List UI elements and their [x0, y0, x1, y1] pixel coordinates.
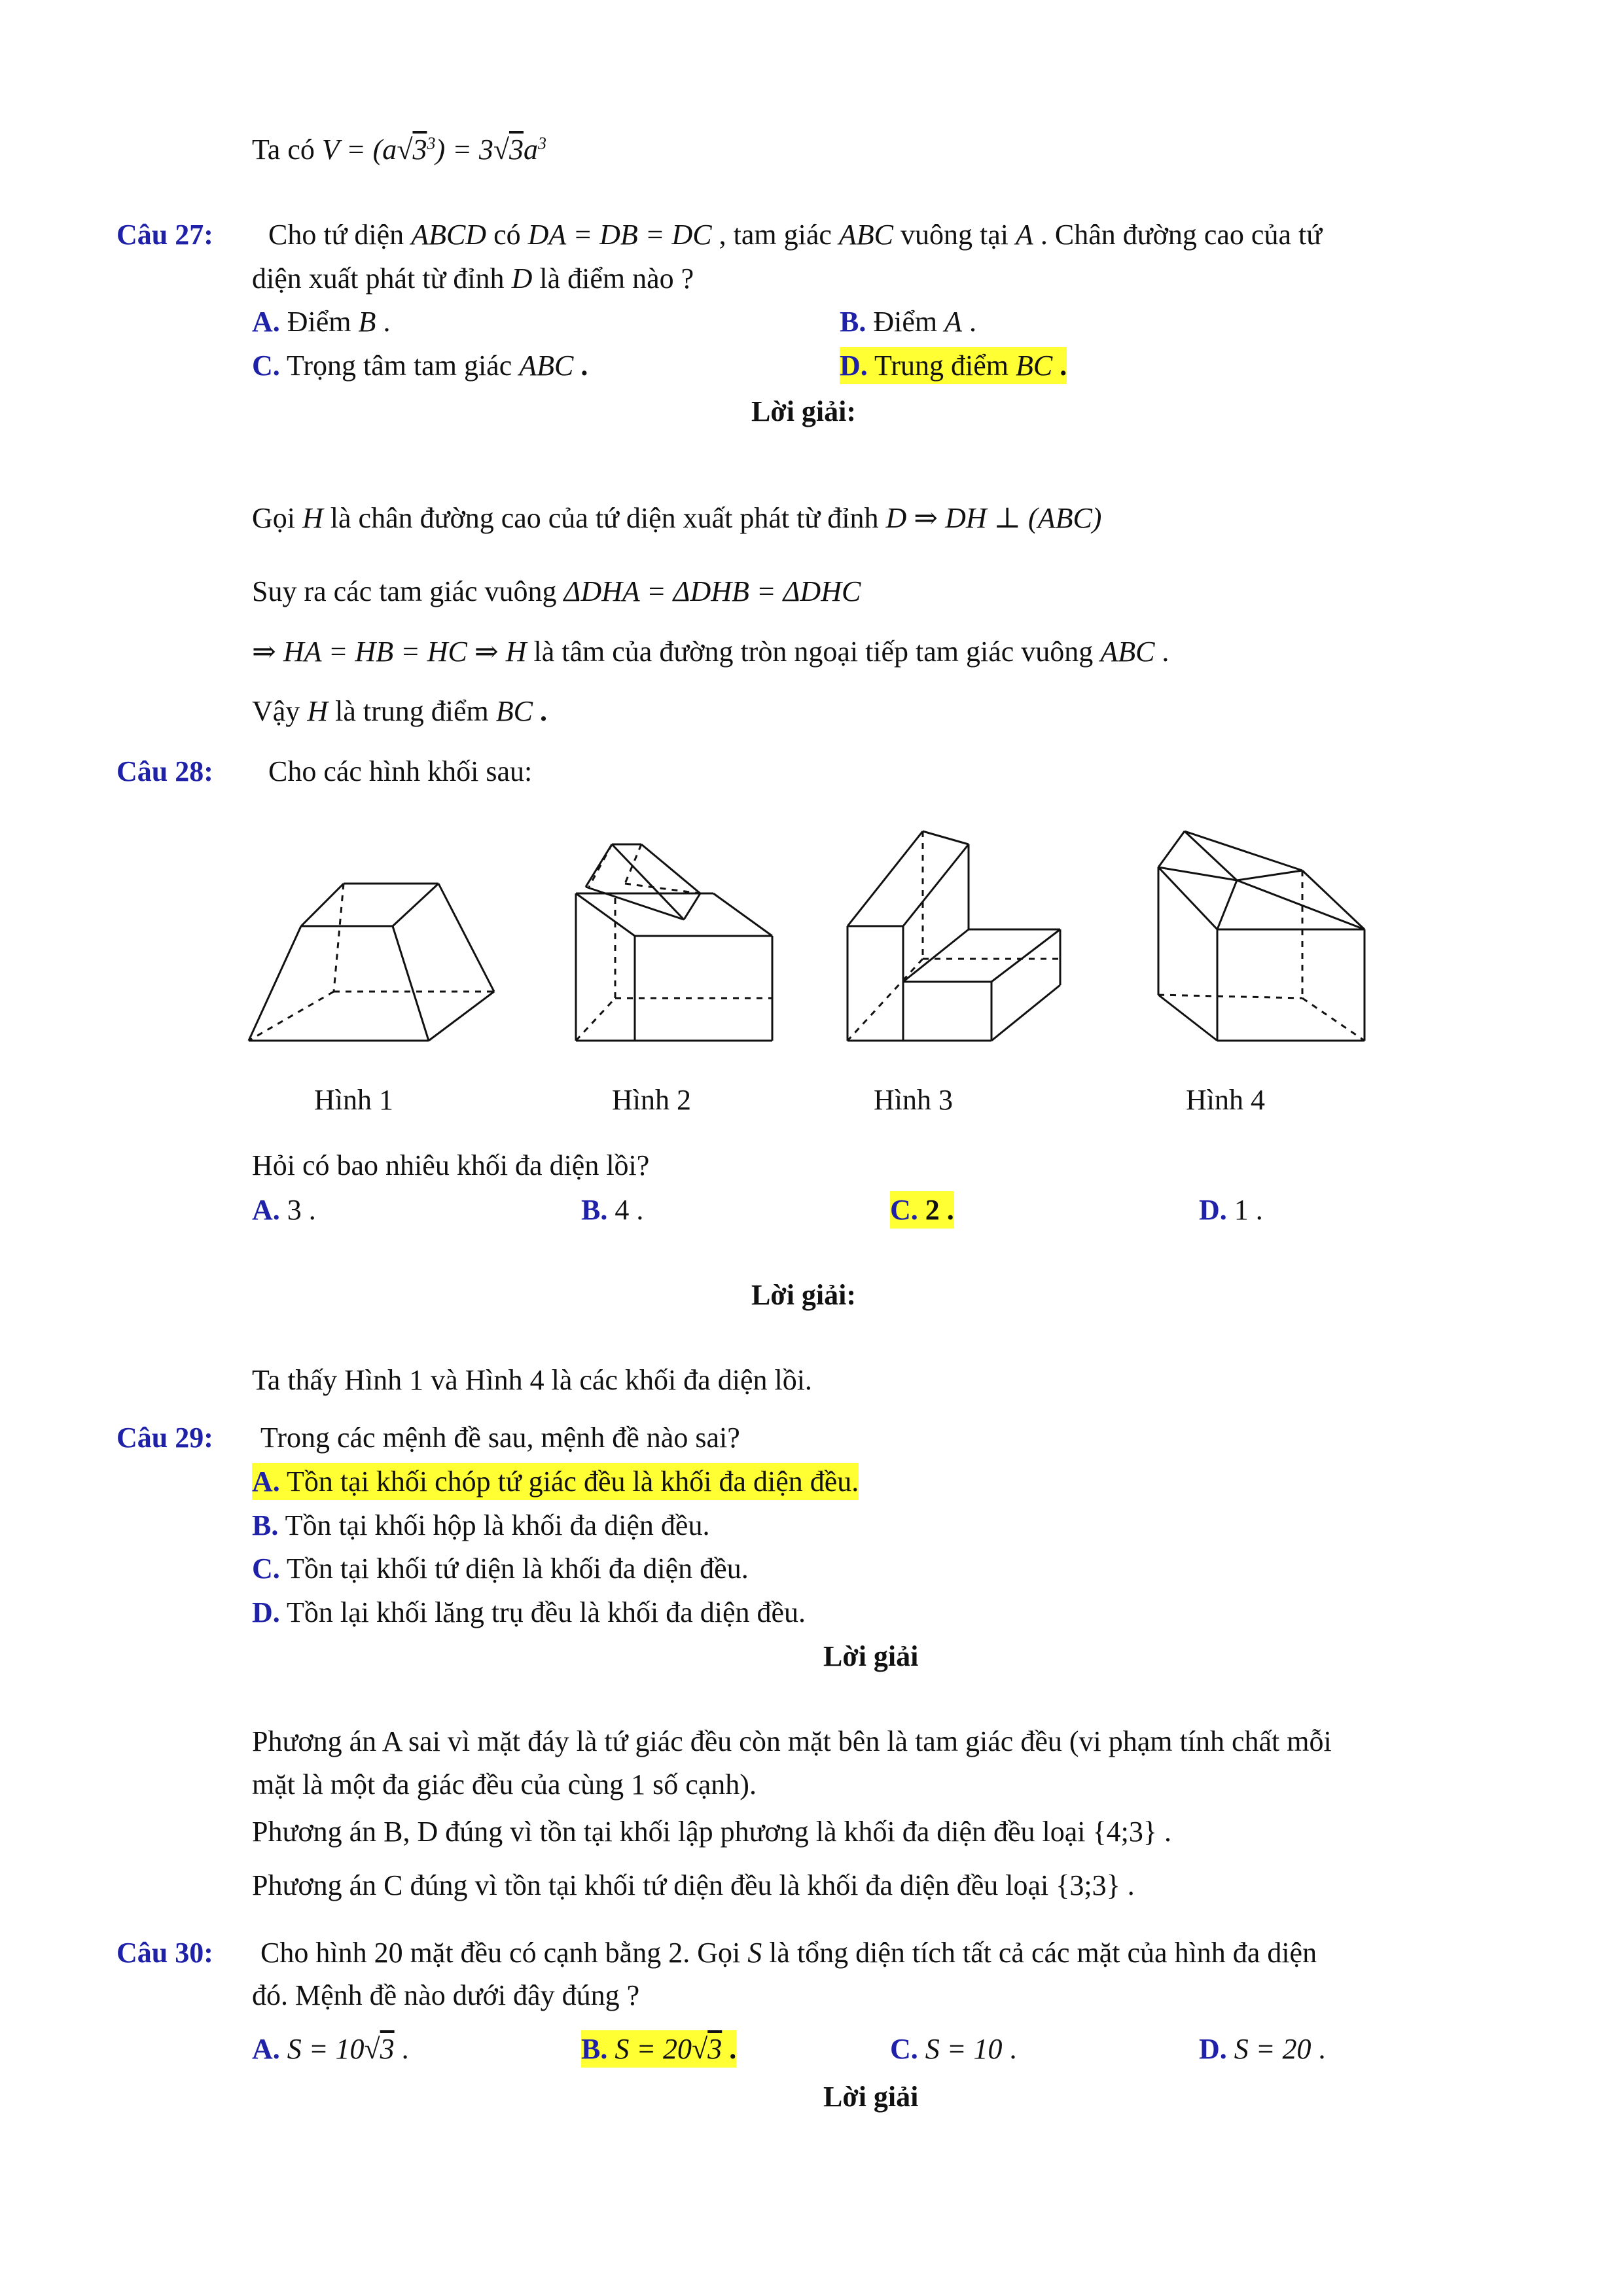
q27-solution-line2: Suy ra các tam giác vuông ΔDHA = ΔDHB = ΔDHC [252, 575, 861, 607]
q30-text-line2: đó. Mệnh đề nào dưới đây đúng ? [252, 1979, 640, 2011]
q28-solution: Ta thấy Hình 1 và Hình 4 là các khối đa diện lồi. [252, 1364, 812, 1396]
q29-solution-line2: mặt là một đa giác đều của cùng 1 số cạnh). [252, 1768, 757, 1801]
q30-label: Câu 30: [116, 1937, 213, 1969]
figure-1-label: Hình 1 [314, 1084, 393, 1116]
q28-option-b[interactable]: B. 4 . [581, 1194, 644, 1226]
q28-option-c-correct[interactable]: C. 2 . [890, 1191, 954, 1229]
volume-formula: $V = (a√3^3) = 3√3a^3$ [321, 134, 546, 166]
figure-4-label: Hình 4 [1186, 1084, 1265, 1116]
q29-option-c[interactable]: C. Tồn tại khối tứ diện là khối đa diện đều. [252, 1552, 749, 1585]
q30-option-b-correct[interactable]: B. S = 20√3 . [581, 2030, 736, 2068]
q28-label: Câu 28: [116, 755, 213, 787]
q27-text: Cho tứ diện ABCD có DA = DB = DC , tam giác ABC vuông tại A . Chân đường cao của tứ [268, 219, 1323, 251]
q29-solution-line4: Phương án C đúng vì tồn tại khối tứ diện đều là khối đa diện đều loại {3;3} . [252, 1869, 1135, 1901]
q30-option-d[interactable]: D. S = 20 . [1199, 2033, 1326, 2065]
q29-option-d[interactable]: D. Tồn lại khối lăng trụ đều là khối đa diện đều. [252, 1596, 806, 1628]
figure-2-label: Hình 2 [612, 1084, 691, 1116]
q28-option-d[interactable]: D. 1 . [1199, 1194, 1263, 1226]
q29-option-a-correct[interactable]: A. Tồn tại khối chóp tứ giác đều là khối đa diện đều. [252, 1463, 859, 1500]
intro-line: Ta có $V = (a√3^3) = 3√3a^3$ [252, 134, 546, 166]
q27-text-line2: diện xuất phát từ đỉnh D là điểm nào ? [252, 262, 694, 295]
figure-4-cube-roof [1158, 831, 1364, 1041]
q29-solution-line1: Phương án A sai vì mặt đáy là tứ giác đều còn mặt bên là tam giác đều (vi phạm tính chất mỗi [252, 1725, 1332, 1757]
q27-option-a[interactable]: A. Điểm B . [252, 306, 391, 338]
q27-solution-line3: ⇒ HA = HB = HC ⇒ H là tâm của đường tròn ngoại tiếp tam giác vuông ABC . [252, 636, 1169, 668]
q27-option-c[interactable]: C. Trọng tâm tam giác ABC . [252, 350, 588, 382]
q29-label: Câu 29: [116, 1422, 213, 1454]
figure-3-l-block [847, 831, 1060, 1041]
q29-text: Trong các mệnh đề sau, mệnh đề nào sai? [260, 1422, 740, 1454]
figure-1-frustum [249, 884, 494, 1041]
figure-3-label: Hình 3 [874, 1084, 953, 1116]
q30-option-a[interactable]: A. S = 10√3 . [252, 2033, 409, 2065]
q29-solution-line3: Phương án B, D đúng vì tồn tại khối lập phương là khối đa diện đều loại {4;3} . [252, 1816, 1171, 1848]
q30-solution-title: Lời giải [823, 2081, 919, 2113]
q29-solution-title: Lời giải [823, 1640, 919, 1672]
q27-label: Câu 27: [116, 219, 213, 251]
q27-solution-line1: Gọi H là chân đường cao của tứ diện xuất phát từ đỉnh D ⇒ DH ⊥ (ABC) [252, 502, 1102, 534]
q27-solution-line4: Vậy H là trung điểm BC . [252, 695, 547, 727]
q28-option-a[interactable]: A. 3 . [252, 1194, 316, 1226]
q27-option-d-correct[interactable]: D. Trung điểm BC . [840, 347, 1067, 384]
q28-solution-title: Lời giải: [751, 1279, 857, 1311]
q30-option-c[interactable]: C. S = 10 . [890, 2033, 1017, 2065]
q28-text: Cho các hình khối sau: [268, 755, 533, 787]
q30-text: Cho hình 20 mặt đều có cạnh bằng 2. Gọi S là tổng diện tích tất cả các mặt của hình đa diện [260, 1937, 1317, 1969]
q27-solution-title: Lời giải: [751, 395, 857, 427]
q28-question: Hỏi có bao nhiêu khối đa diện lồi? [252, 1149, 650, 1181]
q27-option-b[interactable]: B. Điểm A . [840, 306, 977, 338]
q29-option-b[interactable]: B. Tồn tại khối hộp là khối đa diện đều. [252, 1509, 710, 1541]
polyhedra-figures [249, 831, 1394, 1067]
figure-2-cube-wedge [576, 844, 772, 1041]
